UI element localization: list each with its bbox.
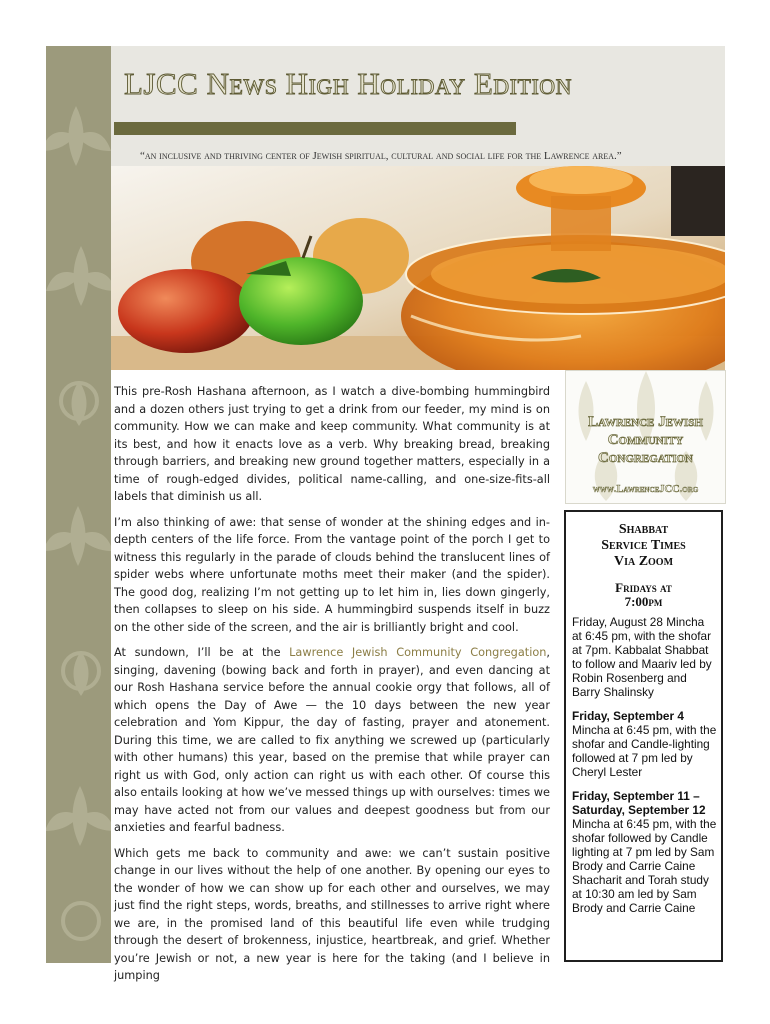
entry-body: Friday, August 28 Mincha at 6:45 pm, with the shofar at 7pm. Kabbalat Shabbat to follow and Maariv led by Robin Rosenberg and Barry Shalinsky: [572, 615, 712, 699]
article-paragraph: [114, 644, 550, 837]
newsletter-title: LJCC News High Holiday Edition: [124, 66, 573, 101]
heading-line: Service Times: [601, 538, 686, 553]
subheading-line: 7:00pm: [624, 594, 663, 609]
schedule-heading: [566, 522, 721, 570]
logo-line: Community: [607, 432, 684, 448]
title-underline-bar: [114, 122, 516, 135]
article-paragraph: Which gets me back to community and awe: we can’t sustain positive change in our lives without the help of one another. By opening our eyes to the wonder of how we can show up for each other and ourselves, we may just find the right steps, words, breaths, and stillnesses to arrive right where we are, in the promised land of this beautiful life even while trudging through the desert of brokenness, injustice, heartbreak, and grief. Whether you’re Jewish or not, a new year is here for the taking (and I believe in jumping: [114, 846, 550, 982]
schedule-subheading: [566, 581, 721, 609]
logo-line: Lawrence Jewish: [588, 414, 703, 430]
congregation-logo: [565, 370, 726, 504]
heading-line: Shabbat: [618, 522, 669, 537]
entry-title: Friday, September 4: [572, 709, 684, 723]
logo-name: [566, 413, 725, 467]
mission-tagline: “an inclusive and thriving center of Jewish spiritual, cultural and social life for the Lawrence area.”: [140, 150, 622, 162]
website-link[interactable]: www.LawrenceJCC.org: [592, 484, 699, 495]
decorative-sidebar: [46, 46, 111, 963]
article-text: , singing, davening (bowing back and forth in prayer), and even dancing at our Rosh Hashana service before the annual cookie orgy that follows, all of which opens the Day of Awe — the 10 days between the new year celebration and Yom Kippur, the day of fasting, prayer and atonement. During this time, we are called to fix anything we screwed up (particularly with other humans) this year, based on the premise that while prayer can right us with God, only action can right us with each other. Of course this also entails looking at how we’ve messed things up with ourselves: times we may have acted not from our values and deepest goodness but from our anxieties and fearful badness.: [114, 646, 550, 834]
entry-title: Friday, September 11 – Saturday, September 12: [572, 789, 706, 817]
shabbat-schedule-box: [564, 510, 723, 962]
schedule-entry: [566, 709, 721, 779]
logo-line: Congregation: [598, 450, 693, 466]
article-paragraph: I’m also thinking of awe: that sense of wonder at the shining edges and in-depth centers of the life force. From the vantage point of the porch I get to witness this regularly in the parade of clouds behind the translucent lines of spider webs where unfortunate moths meet their maker (and the spider). The good dog, realizing I’m not getting up to let him in, lies down gingerly, then collapses to sleep on his side. A hummingbird suspends itself in buzz on the other side of the screen, and the air is brilliantly bright and cool.: [114, 515, 550, 634]
heading-line: Via Zoom: [613, 554, 674, 569]
entry-body: Mincha at 6:45 pm, with the shofar and Candle-lighting followed at 7 pm led by Cheryl Lester: [572, 723, 717, 779]
article-text: At sundown, I’ll be at the: [114, 646, 290, 659]
schedule-entry: [566, 615, 721, 699]
congregation-link[interactable]: Lawrence Jewish Community Congregation: [289, 646, 547, 659]
article-paragraph: This pre-Rosh Hashana afternoon, as I watch a dive-bombing hummingbird and a dozen others just trying to get a drink from our feeder, my mind is on community. How we can make and keep community. What community is at its best, and how it enacts love as a verb. Why breaking bread, breaking through barriers, and breaking new ground together matters, especially in a time of rough-edged divides, political name-calling, and one-size-fits-all labels that diminish us all.: [114, 385, 550, 503]
header-background: [111, 46, 725, 166]
honey-apples-illustration: [111, 166, 725, 370]
article-body: [114, 383, 550, 993]
hero-photo: [111, 166, 725, 370]
schedule-entry: [566, 789, 721, 915]
floral-pattern-icon: [46, 46, 111, 963]
entry-body: Mincha at 6:45 pm, with the shofar followed by Candle lighting at 7 pm led by Sam Brody and Carrie Caine Shacharit and Torah study at 10:30 am led by Sam Brody and Carrie Caine: [572, 817, 717, 915]
subheading-line: Fridays at: [615, 580, 672, 595]
